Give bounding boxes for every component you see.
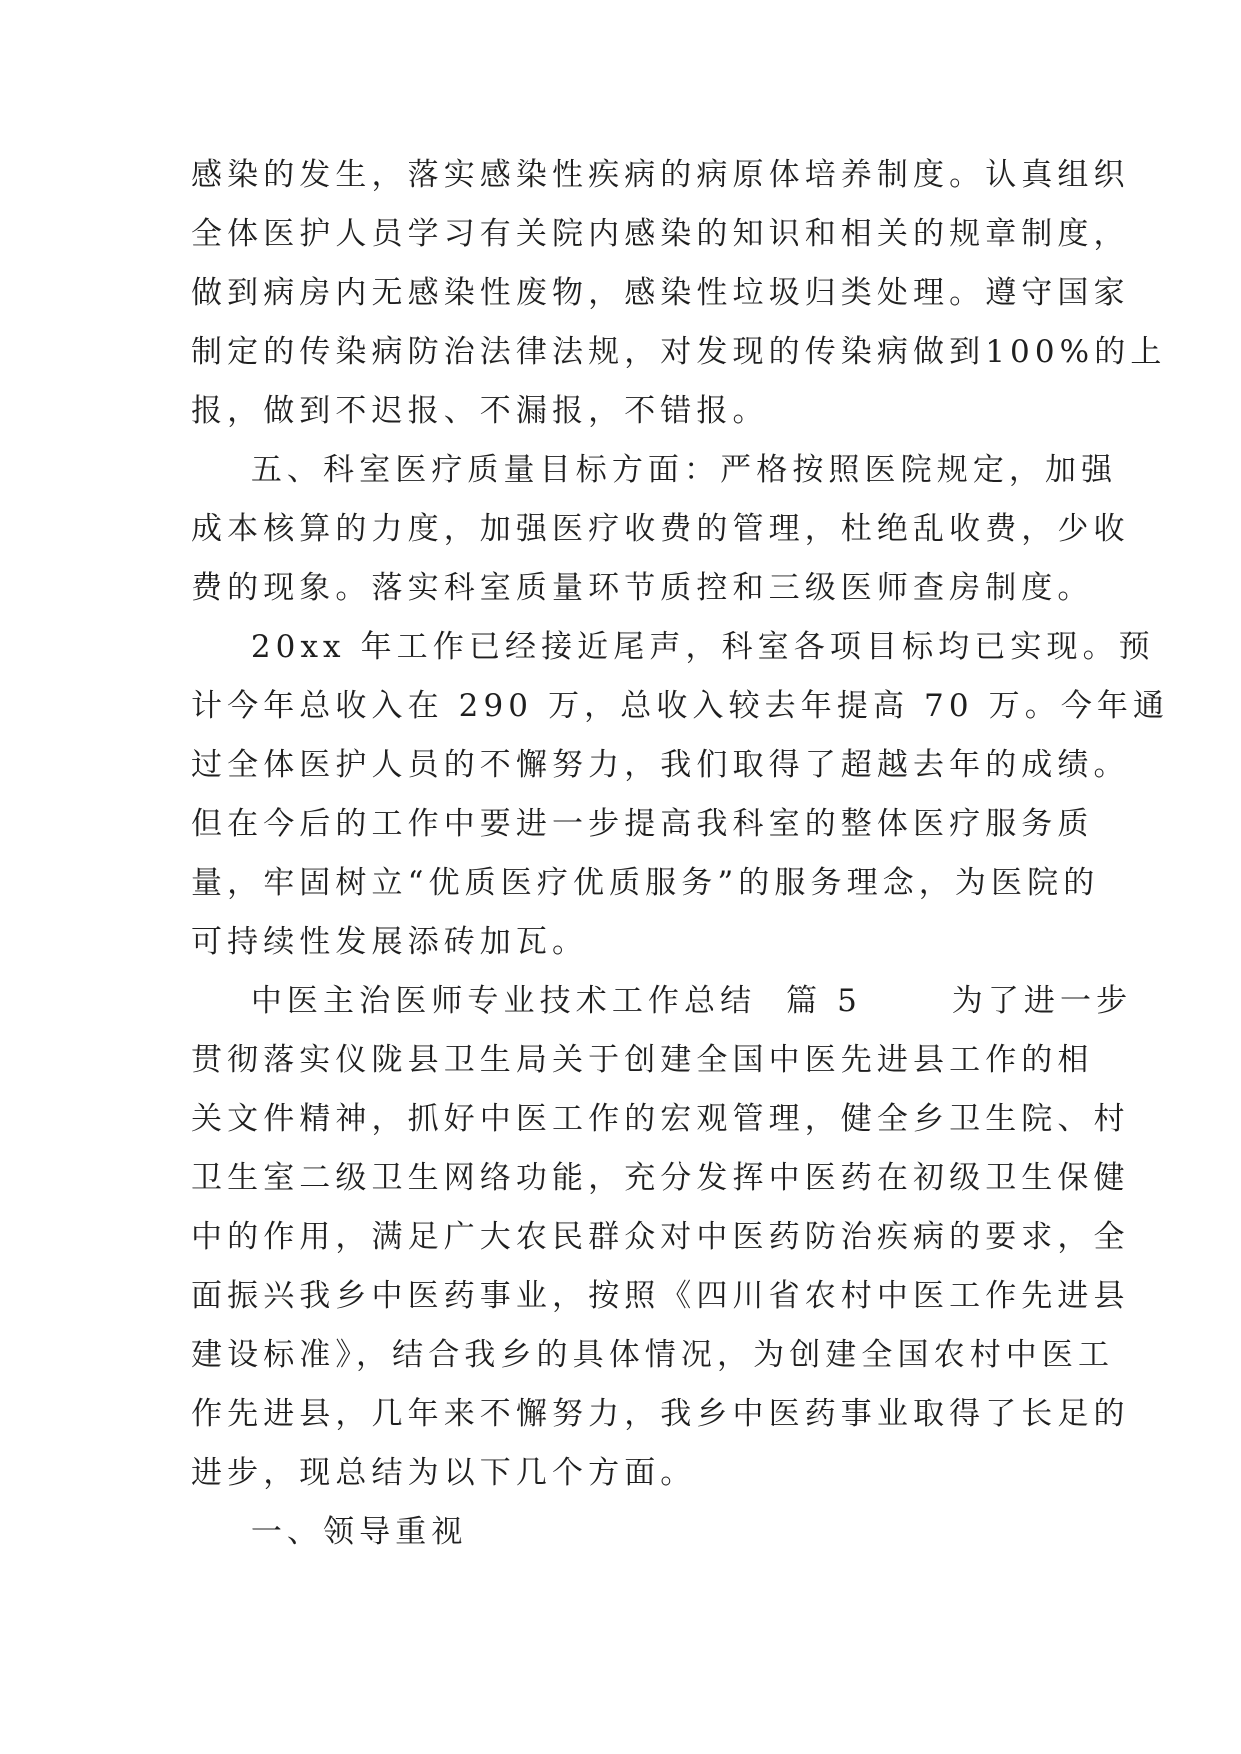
text-line: 过全体医护人员的不懈努力，我们取得了超越去年的成绩。 [191,747,1130,783]
text-line: 20xx 年工作已经接近尾声，科室各项目标均已实现。预 [191,629,1155,665]
text-line: 建设标准》，结合我乡的具体情况，为创建全国农村中医工 [191,1337,1115,1373]
text-line: 一、领导重视 [191,1514,468,1550]
text-line: 做到病房内无感染性废物，感染性垃圾归类处理。遵守国家 [191,275,1130,311]
text-line: 面振兴我乡中医药事业，按照《四川省农村中医工作先进县 [191,1278,1130,1314]
text-line: 关文件精神，抓好中医工作的宏观管理，健全乡卫生院、村 [191,1101,1130,1137]
text-line: 量，牢固树立“优质医疗优质服务”的服务理念，为医院的 [191,865,1100,901]
text-line: 费的现象。落实科室质量环节质控和三级医师查房制度。 [191,570,1094,606]
text-line: 作先进县，几年来不懈努力，我乡中医药事业取得了长足的 [191,1396,1130,1432]
text-line: 卫生室二级卫生网络功能，充分发挥中医药在初级卫生保健 [191,1160,1130,1196]
text-line: 进步，现总结为以下几个方面。 [191,1455,697,1491]
text-line: 计今年总收入在 290 万，总收入较去年提高 70 万。今年通 [191,688,1170,724]
text-line: 成本核算的力度，加强医疗收费的管理，杜绝乱收费，少收 [191,511,1130,547]
text-line: 制定的传染病防治法律法规，对发现的传染病做到100%的上 [191,334,1167,370]
text-line: 五、科室医疗质量目标方面：严格按照医院规定，加强 [191,452,1118,488]
text-line: 但在今后的工作中要进一步提高我科室的整体医疗服务质 [191,806,1094,842]
text-line: 中的作用，满足广大农民群众对中医药防治疾病的要求，全 [191,1219,1130,1255]
text-line: 贯彻落实仪陇县卫生局关于创建全国中医先进县工作的相 [191,1042,1094,1078]
text-line: 中医主治医师专业技术工作总结 篇 5 为了进一步 [191,983,1133,1019]
text-line: 可持续性发展添砖加瓦。 [191,924,589,960]
text-line: 感染的发生，落实感染性疾病的病原体培养制度。认真组织 [191,157,1130,193]
text-line: 报，做到不迟报、不漏报，不错报。 [191,393,769,429]
text-line: 全体医护人员学习有关院内感染的知识和相关的规章制度， [191,216,1130,252]
